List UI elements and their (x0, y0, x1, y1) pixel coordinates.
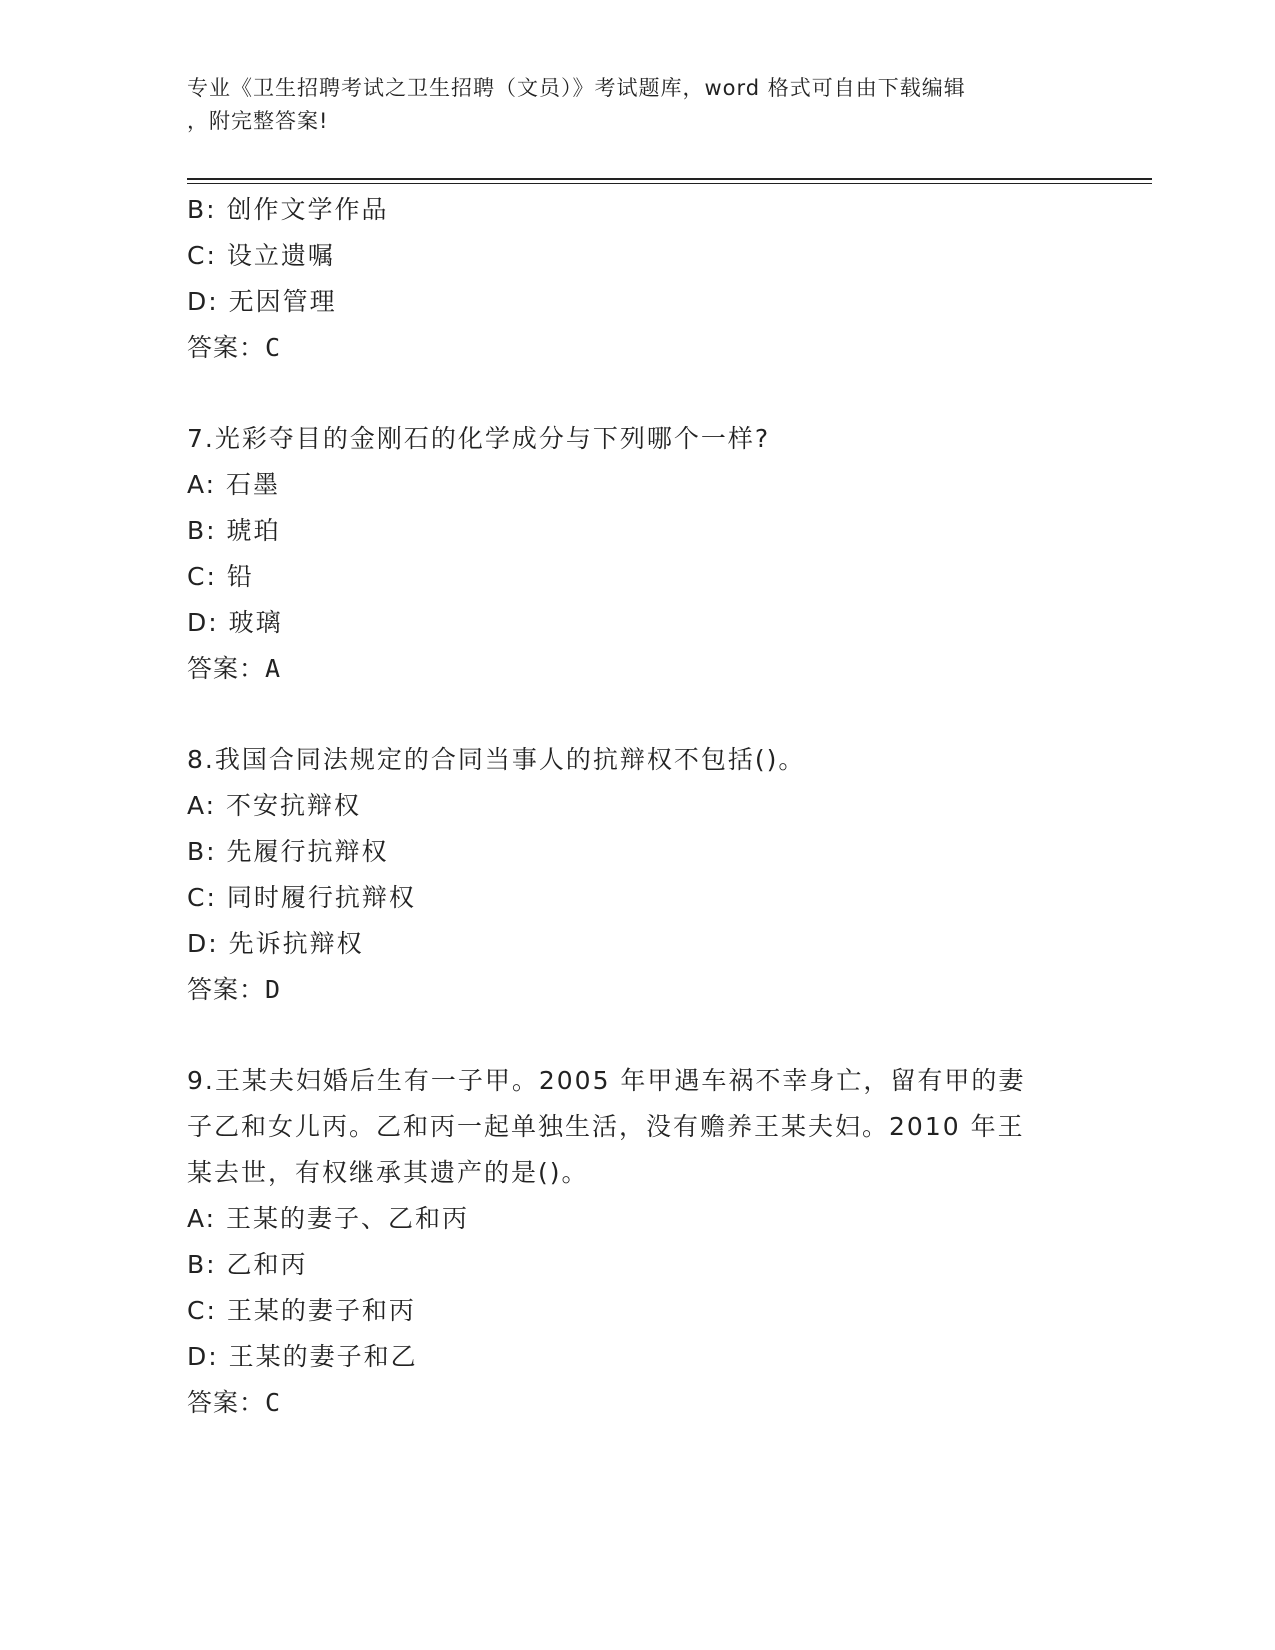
question-9 (187, 1058, 1087, 1426)
answer-label: 答案： (187, 1388, 266, 1417)
question-7-answer (187, 646, 1087, 692)
question-8-option-d: D: 先诉抗辩权 (187, 929, 364, 958)
answer-label: 答案： (187, 975, 266, 1004)
question-7-option-b: B: 琥珀 (187, 516, 281, 545)
answer-value: C (265, 333, 282, 362)
question-9-answer (187, 1380, 1087, 1426)
question-6-option-b: B: 创作文学作品 (187, 195, 389, 224)
question-6-option-c: C: 设立遗嘱 (187, 241, 335, 270)
document-body (187, 187, 1087, 1426)
question-9-option-b: B: 乙和丙 (187, 1250, 308, 1279)
answer-value: A (265, 654, 282, 683)
header-rule-thick (187, 178, 1152, 180)
answer-value: C (265, 1388, 282, 1417)
question-9-option-d: D: 王某的妻子和乙 (187, 1342, 418, 1371)
question-9-text-line-2: 子乙和女儿丙。乙和丙一起单独生活，没有赡养王某夫妇。2010 年王 (187, 1112, 1025, 1141)
answer-label: 答案： (187, 333, 266, 362)
question-7-option-d: D: 玻璃 (187, 608, 283, 637)
answer-label: 答案： (187, 654, 266, 683)
question-8-text: 8.我国合同法规定的合同当事人的抗辩权不包括()。 (187, 745, 806, 774)
question-9-text-line-1: 9.王某夫妇婚后生有一子甲。2005 年甲遇车祸不幸身亡，留有甲的妻 (187, 1066, 1026, 1095)
question-6-tail (187, 187, 1087, 371)
question-6-answer (187, 325, 1087, 371)
answer-value: D (265, 975, 282, 1004)
document-header (187, 72, 1087, 138)
question-6-option-d: D: 无因管理 (187, 287, 337, 316)
question-9-text-line-3: 某去世，有权继承其遗产的是()。 (187, 1158, 589, 1187)
question-7-text: 7.光彩夺目的金刚石的化学成分与下列哪个一样? (187, 424, 771, 453)
question-8-option-a: A: 不安抗辩权 (187, 791, 362, 820)
question-7-option-c: C: 铅 (187, 562, 254, 591)
header-title-line-2: ，附完整答案! (187, 109, 329, 133)
question-8 (187, 737, 1087, 1013)
header-title-line-1: 专业《卫生招聘考试之卫生招聘（文员）》考试题库，word 格式可自由下载编辑 (187, 76, 966, 100)
question-8-option-c: C: 同时履行抗辩权 (187, 883, 416, 912)
question-9-option-c: C: 王某的妻子和丙 (187, 1296, 416, 1325)
question-7 (187, 416, 1087, 692)
question-9-option-a: A: 王某的妻子、乙和丙 (187, 1204, 470, 1233)
question-7-option-a: A: 石墨 (187, 470, 281, 499)
header-rule-thin (187, 183, 1152, 184)
question-8-answer (187, 967, 1087, 1013)
question-8-option-b: B: 先履行抗辩权 (187, 837, 389, 866)
